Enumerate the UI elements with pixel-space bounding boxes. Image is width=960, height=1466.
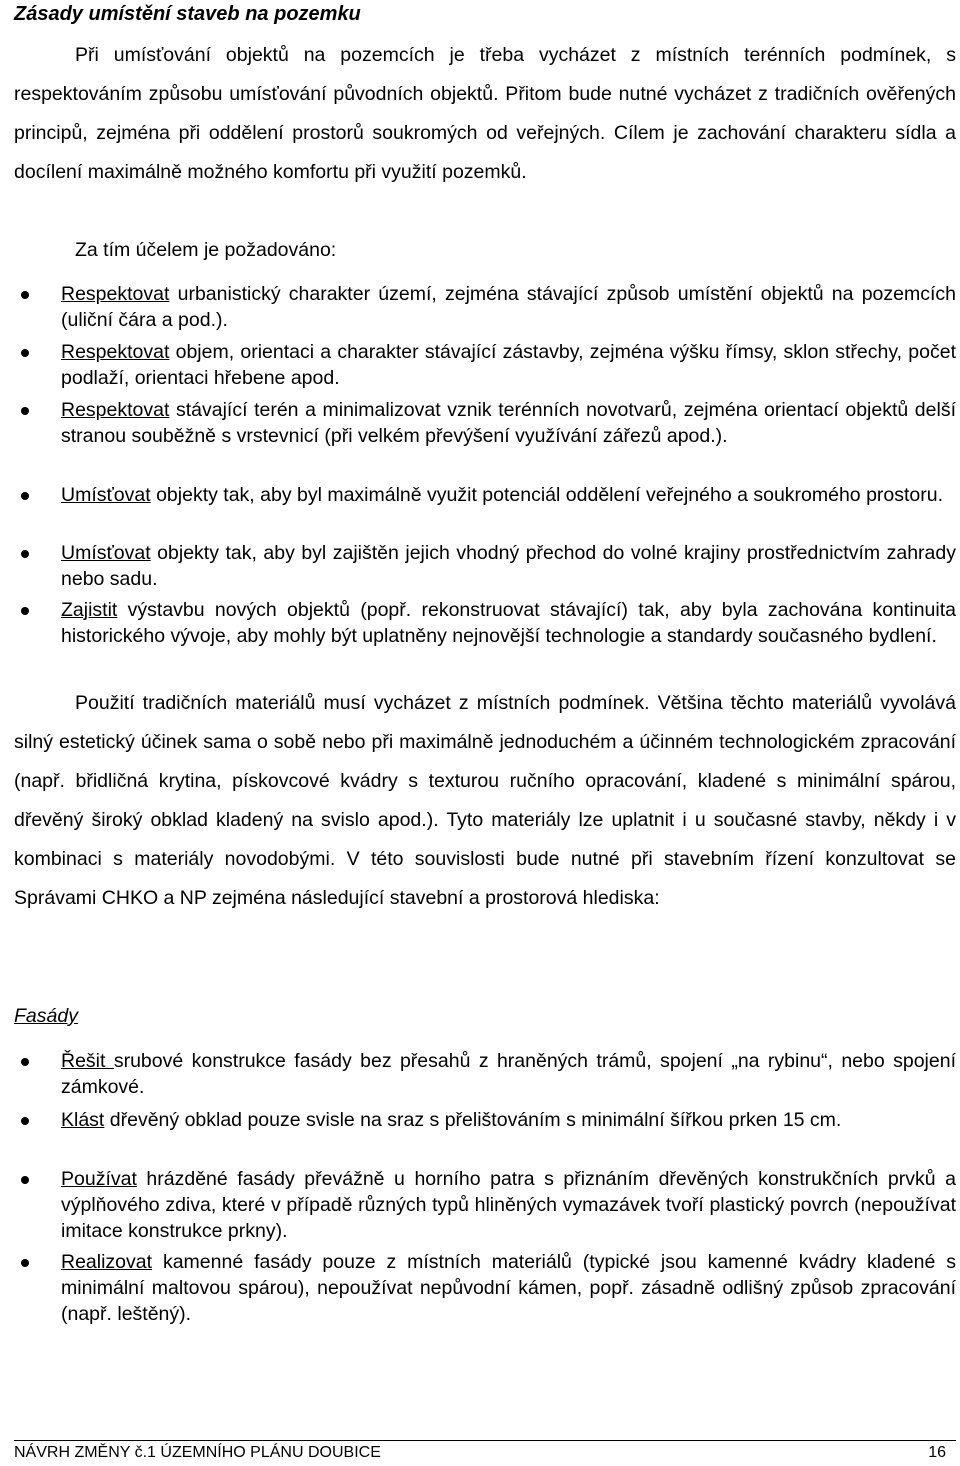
bullet-icon	[21, 291, 29, 299]
list-item-rest: urbanistický charakter území, zejména stávající způsob umístění objektů na pozemcích (uliční čára a pod.).	[61, 283, 956, 331]
bullet-icon	[21, 550, 29, 558]
list-item-verb: Klást	[61, 1109, 105, 1131]
list-item-verb: Realizovat	[61, 1251, 153, 1273]
footer-rule	[14, 1440, 956, 1441]
list-item-verb: Umísťovat	[61, 542, 151, 564]
list-item-text	[61, 540, 956, 592]
bullet-icon	[21, 492, 29, 500]
list-item-text	[61, 1166, 956, 1244]
list-item-rest: objekty tak, aby byl maximálně využit potenciál oddělení veřejného a soukromého prostoru.	[150, 484, 944, 506]
requirement-intro-text: Za tím účelem je požadováno:	[75, 239, 337, 261]
list-item-rest: hrázděné fasády převážně u horního patra s přiznáním dřevěných konstrukčních prvků a výplňového zdiva, které v případě různých typů hliněných vymazávek tvoří plastický povrch (nepoužívat imitace konstrukce prkny).	[61, 1168, 956, 1242]
materials-paragraph	[14, 684, 956, 918]
list-item-rest: objem, orientaci a charakter stávající zástavby, zejména výšku římsy, sklon střechy, počet podlaží, orientaci hřebene apod.	[61, 341, 956, 389]
list-item-rest: dřevěný obklad pouze svisle na sraz s přelištováním s minimální šířkou prken 15 cm.	[104, 1109, 842, 1131]
bullet-icon	[21, 407, 29, 415]
intro-paragraph	[14, 36, 956, 192]
list-item-text	[61, 1107, 956, 1133]
requirement-intro	[14, 232, 956, 268]
list-item-text	[61, 339, 956, 391]
list-item-verb: Řešit	[61, 1050, 114, 1072]
intro-text: Při umísťování objektů na pozemcích je třeba vycházet z místních terénních podmínek, s respektováním způsobu umísťování původních objektů. Přitom bude nutné vycházet z tradičních ověřených principů, zejména při oddělení prostorů soukromých od veřejných. Cílem je zachování charakteru sídla a docílení maximálně možného komfortu při využití pozemků.	[14, 44, 956, 183]
page-number: 16	[928, 1444, 946, 1461]
list-item-rest: stávající terén a minimalizovat vznik terénních novotvarů, zejména orientací objektů delší stranou souběžně s vrstevnicí (při velkém převýšení využívání zářezů apod.).	[61, 399, 956, 447]
list-item-text	[61, 1249, 956, 1327]
list-item-rest: srubové konstrukce fasády bez přesahů z hraněných trámů, spojení „na rybinu“, nebo spojení zámkové.	[61, 1050, 956, 1098]
materials-text: Použití tradičních materiálů musí vycházet z místních podmínek. Většina těchto materiálů vyvolává silný estetický účinek sama o sobě nebo při maximálně jednoduchém a účinném technologickém zpracování (např. břidličná krytina, pískovcové kvádry s texturou ručního opracování, kladené s minimální spárou, dřevěný široký obklad kladený na svislo apod.). Tyto materiály lze uplatnit i u současné stavby, někdy i v kombinaci s materiály novodobými. V této souvislosti bude nutné při stavebním řízení konzultovat se Správami CHKO a NP zejména následující stavební a prostorová hlediska:	[14, 692, 956, 909]
list-item-rest: kamenné fasády pouze z místních materiálů (typické jsou kamenné kvádry kladené s minimální maltovou spárou), nepoužívat nepůvodní kámen, popř. zásadně odlišný způsob zpracování (např. leštěný).	[61, 1251, 956, 1325]
list-item-verb: Respektovat	[61, 341, 170, 363]
list-item-verb: Respektovat	[61, 399, 170, 421]
list-item-text	[61, 482, 956, 508]
section-heading: Zásady umístění staveb na pozemku	[14, 3, 361, 25]
list-item-text	[61, 597, 956, 649]
list-item-rest: výstavbu nových objektů (popř. rekonstruovat stávající) tak, aby byla zachována kontinuita historického vývoje, aby mohly být uplatněny nejnovější technologie a standardy současného bydlení.	[61, 599, 956, 647]
bullet-icon	[21, 349, 29, 357]
bullet-icon	[21, 1176, 29, 1184]
list-item-text	[61, 397, 956, 449]
bullet-icon	[21, 1117, 29, 1125]
list-item-verb: Zajistit	[61, 599, 118, 621]
list-item-verb: Umísťovat	[61, 484, 151, 506]
bullet-icon	[21, 1259, 29, 1267]
list-item-rest: objekty tak, aby byl zajištěn jejich vhodný přechod do volné krajiny prostřednictvím zahrady nebo sadu.	[61, 542, 956, 590]
list-item-verb: Respektovat	[61, 283, 170, 305]
list-item-text	[61, 1048, 956, 1100]
footer-title: NÁVRH ZMĚNY č.1 ÚZEMNÍHO PLÁNU DOUBICE	[14, 1444, 381, 1461]
subsection-heading-fasady: Fasády	[14, 1005, 78, 1027]
list-item-text	[61, 281, 956, 333]
list-item-verb: Používat	[61, 1168, 137, 1190]
bullet-icon	[21, 1058, 29, 1066]
bullet-icon	[21, 607, 29, 615]
